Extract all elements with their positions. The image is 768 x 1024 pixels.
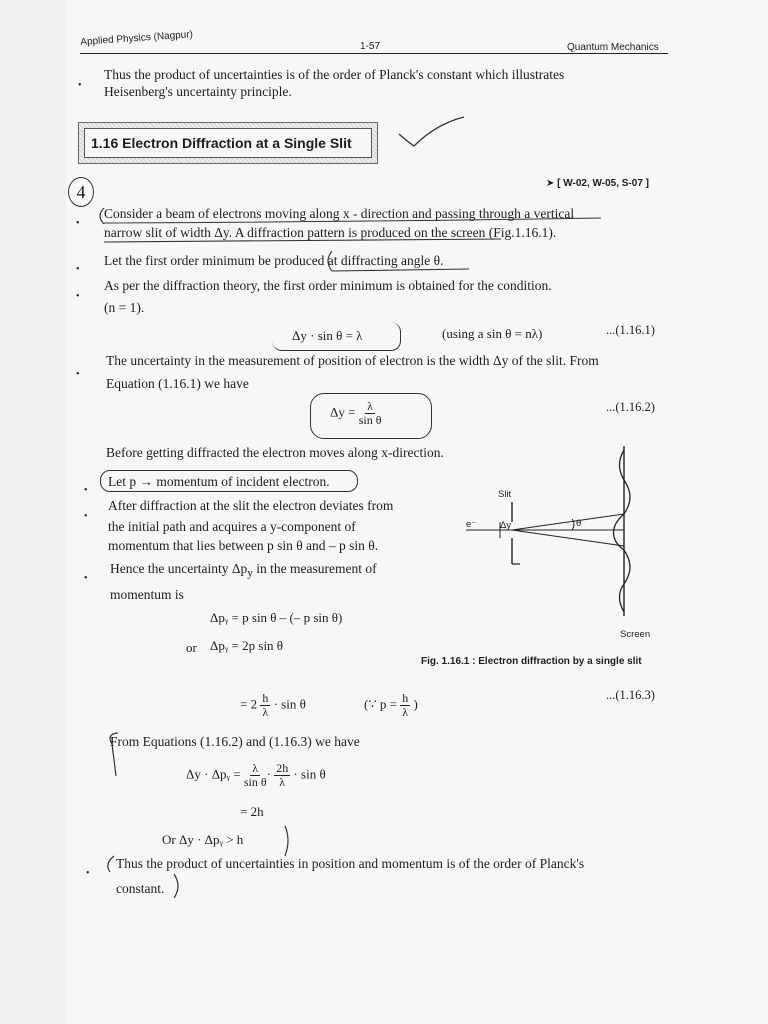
equation-3c-because — [364, 692, 418, 719]
fraction-numerator: λ — [367, 399, 373, 413]
para-momentum-uncertainty-line-2: momentum is — [110, 587, 184, 602]
fraction — [274, 762, 290, 789]
pen-bracket — [102, 850, 192, 900]
equation-3c — [240, 692, 306, 719]
fraction-numerator: λ — [252, 761, 259, 775]
pen-bracket — [282, 824, 294, 858]
equation-1-number: ...(1.16.1) — [606, 323, 655, 337]
equation-5: = 2h — [240, 804, 264, 819]
equation-3a: Δpᵧ = p sin θ – (– p sin θ) — [210, 610, 343, 625]
pen-underline — [96, 200, 616, 250]
fraction — [260, 692, 270, 719]
equation-2-number: ...(1.16.2) — [606, 400, 655, 414]
section-title: 1.16 Electron Diffraction at a Single Slit — [84, 128, 372, 158]
text-run: Hence the uncertainty Δp — [110, 561, 248, 576]
equation-3b: Δpᵧ = 2p sin θ — [210, 638, 284, 653]
para-momentum-definition: Let p → momentum of incident electron. — [108, 474, 330, 489]
text-run: (∵ p = — [364, 696, 397, 712]
margin-mark-circled: 4 — [68, 177, 94, 207]
para-beam-line-2: narrow slit of width Δy. A diffraction pattern is produced on the screen (Fig.1.16.1). — [104, 225, 557, 240]
text-run: · sin θ — [293, 766, 326, 782]
bullet: • — [76, 218, 80, 229]
figure-slit-label: Slit — [498, 489, 512, 500]
para-beam-line-1: Consider a beam of electrons moving along x - direction and passing through a vertical — [104, 206, 575, 221]
fraction — [400, 692, 410, 719]
equation-3-number: ...(1.16.3) — [606, 688, 655, 702]
bullet: • — [84, 511, 88, 522]
pen-circle — [324, 249, 474, 273]
para-after-diffraction-line-2: the initial path and acquires a y-component of — [108, 519, 356, 534]
para-conclusion-line-2: constant. — [116, 881, 165, 896]
intro-line-1: Thus the product of uncertainties is of the order of Planck's constant which illustrates — [104, 67, 565, 82]
figure-delta-y-label: Δy — [500, 520, 512, 531]
text-run: = 2 — [240, 696, 258, 712]
fraction-denominator: sin θ — [358, 413, 382, 427]
header-book: Applied Physics (Nagpur) — [80, 29, 194, 48]
fraction — [244, 762, 267, 789]
text-run: · sin θ — [273, 696, 306, 712]
para-diffraction-theory-line-1: As per the diffraction theory, the first order minimum is obtained for the condition. — [104, 278, 552, 293]
header-chapter: Quantum Mechanics — [567, 42, 659, 53]
fraction-denominator: λ — [279, 775, 286, 789]
text-run: Δy · Δpᵧ = — [186, 766, 241, 782]
fraction-numerator: 2h — [276, 761, 289, 775]
para-after-diffraction-line-1: After diffraction at the slit the electron deviates from — [108, 498, 394, 513]
text-run: ) — [413, 696, 418, 712]
pen-bracket — [104, 730, 124, 780]
fraction-numerator: h — [262, 691, 269, 705]
intro-line-2: Heisenberg's uncertainty principle. — [104, 84, 292, 99]
pen-box — [100, 470, 358, 492]
fraction-denominator: λ — [262, 705, 269, 719]
bullet: • — [84, 485, 88, 496]
bullet: • — [84, 573, 88, 584]
bullet: • — [76, 369, 80, 380]
figure-electron-label: e⁻ — [466, 519, 477, 530]
para-conclusion-line-1: Thus the product of uncertainties in position and momentum is of the order of Planck's — [116, 856, 585, 871]
bullet: • — [78, 80, 82, 91]
fraction-denominator: sin θ — [243, 775, 267, 789]
electron-diffraction-figure — [460, 440, 660, 620]
header-page-number: 1-57 — [360, 41, 381, 52]
fraction — [359, 400, 382, 427]
figure-theta-label: θ — [576, 518, 582, 529]
figure-screen-label: Screen — [620, 629, 651, 640]
text-run: in the measurement of — [252, 561, 377, 576]
exam-tag: ➤ [ W-02, W-05, S-07 ] — [546, 178, 649, 189]
para-after-diffraction-line-3: momentum that lies between p sin θ and – p sin θ. — [108, 538, 379, 553]
para-momentum-uncertainty-line-1 — [110, 560, 377, 583]
header-rule — [80, 53, 668, 54]
equation-1: Δy · sin θ = λ — [292, 328, 363, 343]
equation-1-note: (using a sin θ = nλ) — [442, 326, 543, 341]
para-first-minimum: Let the first order minimum be produced at diffracting angle θ. — [104, 253, 444, 268]
bullet: • — [86, 868, 90, 879]
subscript: y — [247, 567, 253, 580]
equation-2-lhs: Δy = — [330, 404, 356, 420]
equation-3b-or: or — [186, 640, 197, 655]
para-from-equations: From Equations (1.16.2) and (1.16.3) we have — [110, 734, 360, 749]
bullet: • — [76, 291, 80, 302]
para-position-uncertainty-line-2: Equation (1.16.1) we have — [106, 376, 249, 391]
para-before-diffraction: Before getting diffracted the electron moves along x-direction. — [106, 445, 444, 460]
equation-6: Or Δy · Δpᵧ > h — [162, 832, 244, 847]
figure-caption: Fig. 1.16.1 : Electron diffraction by a single slit — [421, 656, 642, 667]
equation-4: Δy · Δpᵧ = $\frac{\lambda}{\text{sin θ}}$ · $\frac{2h}{\lambda}$ · sin θ — [186, 761, 326, 789]
para-diffraction-theory-line-2: (n = 1). — [104, 300, 145, 315]
para-position-uncertainty-line-1: The uncertainty in the measurement of position of electron is the width Δy of the slit. From — [106, 353, 599, 368]
fraction-denominator: λ — [402, 705, 409, 719]
fraction-numerator: h — [402, 691, 409, 705]
bullet: • — [76, 264, 80, 275]
section-heading-box — [78, 122, 378, 164]
equation-2 — [330, 400, 381, 427]
check-mark-icon — [396, 114, 476, 154]
